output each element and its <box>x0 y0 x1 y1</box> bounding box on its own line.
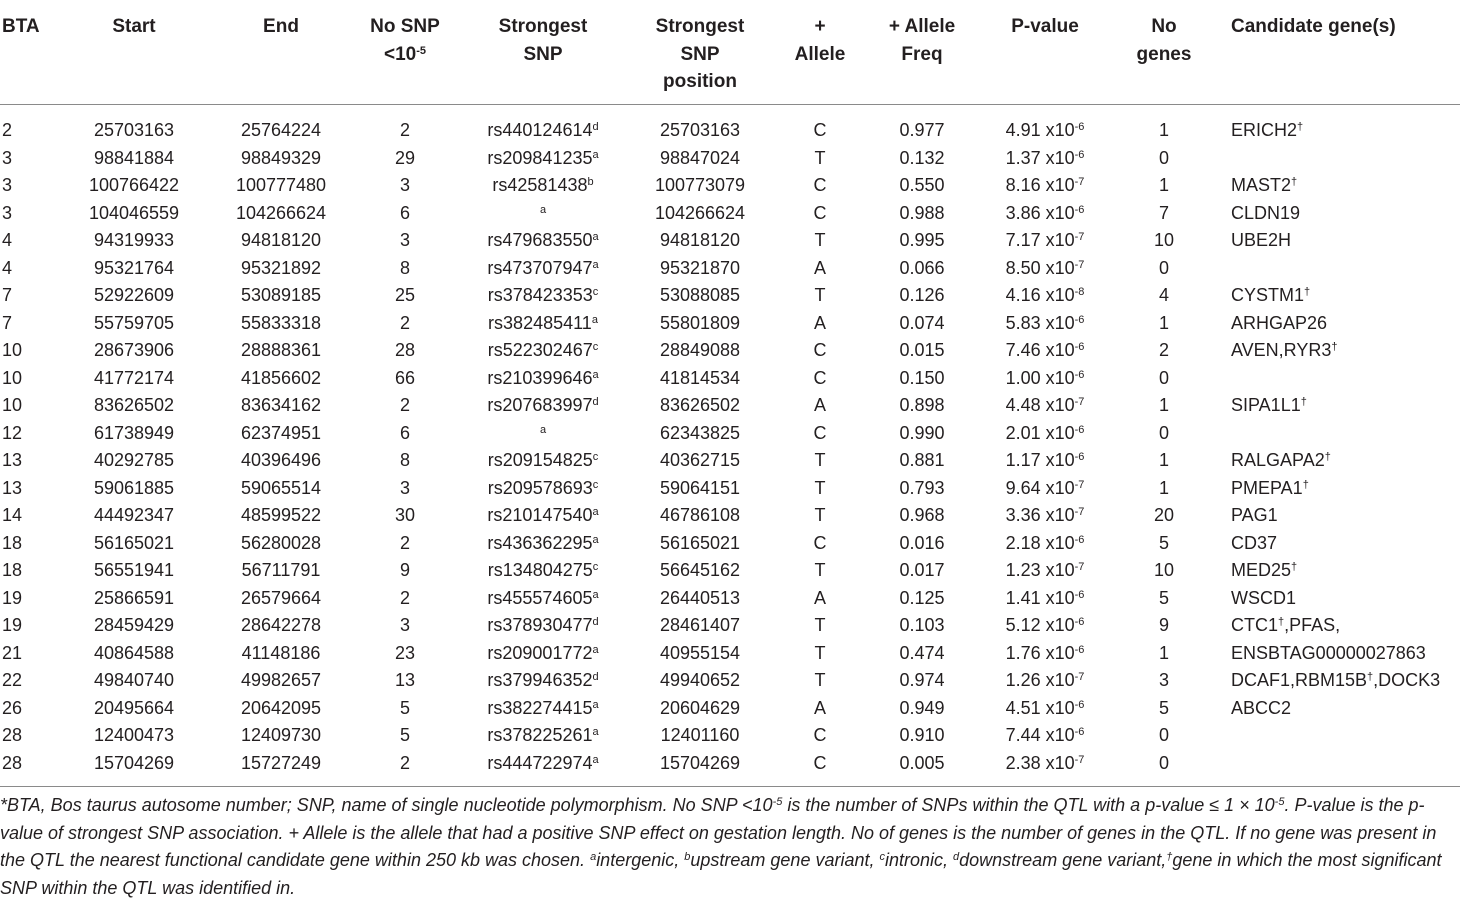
cell-no-snp: 29 <box>394 147 416 168</box>
table-row <box>0 667 1460 695</box>
cell-start: 44492347 <box>93 505 175 525</box>
cell-candidate-genes: AVEN,RYR3† <box>1231 340 1338 360</box>
cell-bta: 12 <box>2 422 23 443</box>
cell-no-snp: 8 <box>399 450 410 470</box>
cell-no-genes: 5 <box>1158 532 1169 553</box>
cell-no-snp: 2 <box>399 312 410 333</box>
cell-no-genes: 1 <box>1158 312 1169 333</box>
cell-end: 95321892 <box>240 257 322 278</box>
cell-allele-freq: 0.005 <box>899 752 945 773</box>
cell-bta: 14 <box>2 505 23 525</box>
cell-start: 52922609 <box>93 285 175 305</box>
cell-snp-position: 25703163 <box>659 120 741 140</box>
cell-end: 56280028 <box>240 532 322 553</box>
table-bottom-rule <box>0 786 1460 787</box>
cell-no-genes: 0 <box>1158 367 1169 388</box>
cell-strongest-snp: a <box>539 423 547 436</box>
cell-no-snp: 3 <box>399 230 410 250</box>
cell-strongest-snp: rs382485411$^a$ <box>488 312 598 333</box>
cell-allele-freq: 0.150 <box>899 367 945 388</box>
cell-start: 94319933 <box>93 230 175 250</box>
cell-end: 62374951 <box>240 422 322 443</box>
table-row <box>0 310 1460 338</box>
cell-end: 40396496 <box>240 450 322 470</box>
table-row <box>0 722 1460 750</box>
table-row <box>0 282 1460 310</box>
cell-snp-position: 26440513 <box>659 587 741 608</box>
cell-strongest-snp: rs134804275$^c$ <box>487 560 599 580</box>
cell-candidate-genes: ARHGAP26 <box>1231 312 1328 333</box>
cell-strongest-snp: rs440124614$^d$ <box>487 120 599 140</box>
table-row <box>0 475 1460 503</box>
cell-allele: C <box>813 202 827 223</box>
cell-snp-position: 59064151 <box>659 477 741 498</box>
cell-candidate-genes: PMEPA1† <box>1231 477 1309 498</box>
cell-strongest-snp: rs455574605$^a$ <box>487 587 599 608</box>
cell-allele-freq: 0.550 <box>899 175 945 195</box>
cell-snp-position: 28849088 <box>659 340 741 360</box>
cell-allele-freq: 0.103 <box>899 615 945 635</box>
cell-end: 98849329 <box>240 147 322 168</box>
cell-strongest-snp: rs379946352$^d$ <box>487 670 599 690</box>
cell-p-value: 1.23 $x10^{-7}$ <box>1005 560 1085 580</box>
header-no-snp: No SNP $<10^{-5}$ <box>370 16 440 65</box>
cell-no-snp: 66 <box>394 367 416 388</box>
table-row <box>0 255 1460 283</box>
table-row <box>0 145 1460 173</box>
cell-start: 12400473 <box>93 725 175 745</box>
cell-start: 20495664 <box>93 697 175 718</box>
cell-strongest-snp: rs436362295$^a$ <box>487 532 599 553</box>
table-row <box>0 392 1460 420</box>
cell-no-snp: 5 <box>399 725 410 745</box>
cell-start: 55759705 <box>93 312 175 333</box>
cell-bta: 3 <box>2 147 13 168</box>
cell-end: 28888361 <box>240 340 322 360</box>
cell-candidate-genes: MAST2† <box>1231 175 1298 195</box>
cell-end: 12409730 <box>240 725 322 745</box>
cell-candidate-genes: SIPA1L1† <box>1231 395 1307 415</box>
cell-allele: C <box>813 175 827 195</box>
cell-p-value: 3.86 $x10^{-6}$ <box>1005 202 1085 223</box>
header-allele-freq: + Allele Freq <box>888 16 956 65</box>
cell-bta: 19 <box>2 615 23 635</box>
cell-no-genes: 7 <box>1158 202 1169 223</box>
cell-snp-position: 28461407 <box>659 615 741 635</box>
cell-no-genes: 5 <box>1158 587 1169 608</box>
cell-allele-freq: 0.995 <box>899 230 945 250</box>
cell-bta: 18 <box>2 532 23 553</box>
cell-allele: T <box>814 615 826 635</box>
header-snp-position: Strongest SNP position <box>655 16 745 92</box>
cell-candidate-genes: ERICH2† <box>1231 120 1304 140</box>
header-p-value: P-value <box>1011 16 1079 37</box>
cell-start: 15704269 <box>93 752 175 773</box>
cell-p-value: 2.18 $x10^{-6}$ <box>1005 532 1085 553</box>
cell-allele-freq: 0.881 <box>899 450 945 470</box>
cell-p-value: 7.17 $x10^{-7}$ <box>1005 230 1085 250</box>
cell-snp-position: 20604629 <box>659 697 741 718</box>
cell-end: 15727249 <box>240 752 322 773</box>
table-body <box>0 117 1460 777</box>
cell-p-value: 5.83 $x10^{-6}$ <box>1005 312 1085 333</box>
cell-no-snp: 13 <box>394 670 416 690</box>
cell-start: 100766422 <box>88 175 180 195</box>
cell-no-snp: 2 <box>399 532 410 553</box>
cell-allele: T <box>814 560 826 580</box>
cell-end: 26579664 <box>240 587 322 608</box>
table-row <box>0 227 1460 255</box>
cell-snp-position: 56165021 <box>659 532 741 553</box>
table-row <box>0 530 1460 558</box>
cell-no-snp: 28 <box>394 340 416 360</box>
cell-no-snp: 2 <box>399 395 410 415</box>
cell-p-value: 4.91 $x10^{-6}$ <box>1005 120 1085 140</box>
cell-allele: T <box>814 230 826 250</box>
cell-allele: C <box>813 532 827 553</box>
cell-strongest-snp: rs210147540$^a$ <box>487 505 599 525</box>
table-row <box>0 365 1460 393</box>
cell-allele-freq: 0.017 <box>899 560 945 580</box>
cell-bta: 19 <box>2 587 23 608</box>
cell-bta: 22 <box>2 670 23 690</box>
cell-snp-position: 95321870 <box>659 257 741 278</box>
cell-end: 94818120 <box>240 230 322 250</box>
cell-no-snp: 3 <box>399 615 410 635</box>
cell-bta: 2 <box>2 120 13 140</box>
cell-candidate-genes: PAG1 <box>1231 505 1278 525</box>
cell-allele: T <box>814 477 826 498</box>
cell-no-genes: 1 <box>1158 642 1169 663</box>
cell-end: 41148186 <box>241 642 321 663</box>
cell-allele: T <box>814 147 826 168</box>
cell-allele: A <box>813 312 826 333</box>
cell-no-genes: 1 <box>1158 175 1169 195</box>
cell-allele-freq: 0.898 <box>899 395 945 415</box>
table-row <box>0 502 1460 530</box>
cell-no-genes: 1 <box>1158 450 1169 470</box>
cell-allele-freq: 0.125 <box>899 587 945 608</box>
table-row <box>0 200 1460 228</box>
cell-p-value: 2.01 $x10^{-6}$ <box>1005 422 1085 443</box>
cell-allele-freq: 0.066 <box>899 257 945 278</box>
table-row <box>0 337 1460 365</box>
cell-end: 55833318 <box>240 312 322 333</box>
cell-start: 95321764 <box>93 257 175 278</box>
cell-allele: C <box>813 752 827 773</box>
cell-p-value: 1.17 $x10^{-6}$ <box>1005 450 1085 470</box>
cell-end: 100777480 <box>235 175 327 195</box>
cell-start: 59061885 <box>93 477 175 498</box>
cell-bta: 7 <box>2 312 13 333</box>
table-footnote: *BTA, Bos taurus autosome number; SNP, name of single nucleotide polymorphism. No SNP $<10^{-5}$ is the number of SNPs within the QTL with a p-value ≤ $1 \times 10^{-5}$. P-value is the p-value of strongest SNP association. + Allele is the allele that had a positive SNP effect on gestation length. No of genes is the number of genes in the QTL. If no gene was present in the QTL the nearest functional candidate gene within 250 kb was chosen. $^a$intergenic, $^b$upstream gene variant, $^c$intronic, $^d$downstream gene variant,†gene in which the most significant SNP within the QTL was identified in. <box>0 795 1442 898</box>
cell-p-value: 1.26 $x10^{-7}$ <box>1005 670 1085 690</box>
cell-no-snp: 23 <box>394 642 416 663</box>
table-header-row <box>0 0 1460 105</box>
cell-no-snp: 3 <box>399 175 410 195</box>
cell-bta: 10 <box>2 367 23 388</box>
cell-allele-freq: 0.132 <box>899 147 945 168</box>
table-row <box>0 420 1460 448</box>
cell-p-value: 1.41 $x10^{-6}$ <box>1005 587 1085 608</box>
cell-end: 48599522 <box>240 505 322 525</box>
cell-no-genes: 20 <box>1153 505 1175 525</box>
cell-allele: C <box>813 367 827 388</box>
header-allele: + Allele <box>794 16 846 65</box>
cell-no-genes: 1 <box>1158 477 1169 498</box>
cell-bta: 4 <box>2 257 13 278</box>
cell-strongest-snp: rs209154825$^c$ <box>487 450 599 470</box>
cell-no-genes: 5 <box>1158 697 1169 718</box>
cell-snp-position: 41814534 <box>659 367 741 388</box>
cell-allele-freq: 0.474 <box>899 642 945 663</box>
cell-no-genes: 9 <box>1158 615 1169 635</box>
cell-end: 104266624 <box>235 202 327 223</box>
cell-bta: 10 <box>2 395 23 415</box>
cell-end: 28642278 <box>240 615 322 635</box>
cell-strongest-snp: rs378225261$^a$ <box>487 725 599 745</box>
cell-p-value: 2.38 $x10^{-7}$ <box>1005 752 1085 773</box>
cell-end: 41856602 <box>240 367 322 388</box>
cell-start: 28459429 <box>93 615 175 635</box>
table-row <box>0 557 1460 585</box>
cell-snp-position: 83626502 <box>659 395 741 415</box>
cell-end: 49982657 <box>240 670 322 690</box>
cell-snp-position: 94818120 <box>659 230 741 250</box>
cell-strongest-snp: rs209578693$^c$ <box>487 477 599 498</box>
cell-allele: T <box>814 505 826 525</box>
cell-candidate-genes: CTC1†,PFAS, <box>1231 615 1341 635</box>
header-start: Start <box>112 16 156 37</box>
cell-bta: 13 <box>2 477 23 498</box>
cell-strongest-snp: rs444722974$^a$ <box>487 752 599 773</box>
cell-start: 61738949 <box>93 422 175 443</box>
cell-strongest-snp: rs473707947$^a$ <box>487 257 599 278</box>
cell-start: 25866591 <box>93 587 175 608</box>
cell-allele: C <box>813 340 827 360</box>
cell-bta: 13 <box>2 450 23 470</box>
cell-p-value: 4.51 $x10^{-6}$ <box>1005 697 1085 718</box>
cell-p-value: 9.64 $x10^{-7}$ <box>1005 477 1085 498</box>
cell-candidate-genes: CYSTM1† <box>1231 285 1311 305</box>
header-strongest-snp: Strongest SNP <box>498 16 588 65</box>
cell-no-genes: 0 <box>1158 422 1169 443</box>
cell-snp-position: 46786108 <box>659 505 741 525</box>
cell-no-snp: 6 <box>399 422 410 443</box>
cell-allele: C <box>813 120 827 140</box>
cell-no-snp: 3 <box>399 477 410 498</box>
cell-bta: 4 <box>2 230 13 250</box>
cell-candidate-genes: WSCD1 <box>1231 587 1297 608</box>
cell-start: 28673906 <box>93 340 175 360</box>
cell-allele: A <box>813 257 826 278</box>
cell-no-genes: 0 <box>1158 147 1169 168</box>
cell-allele-freq: 0.949 <box>899 697 945 718</box>
cell-allele-freq: 0.016 <box>899 532 945 553</box>
cell-allele-freq: 0.015 <box>899 340 945 360</box>
cell-strongest-snp: rs378930477$^d$ <box>487 615 599 635</box>
cell-strongest-snp: rs522302467$^c$ <box>487 340 599 360</box>
table-row <box>0 640 1460 668</box>
cell-candidate-genes: DCAF1,RBM15B†,DOCK3 <box>1231 670 1441 690</box>
cell-no-genes: 10 <box>1153 560 1175 580</box>
cell-allele: A <box>813 395 826 415</box>
cell-p-value: 8.50 $x10^{-7}$ <box>1005 257 1085 278</box>
table-row <box>0 612 1460 640</box>
cell-start: 25703163 <box>93 120 175 140</box>
cell-end: 25764224 <box>240 120 322 140</box>
table-row <box>0 117 1460 145</box>
cell-bta: 28 <box>2 752 23 773</box>
table-row <box>0 447 1460 475</box>
cell-allele-freq: 0.968 <box>899 505 945 525</box>
cell-bta: 28 <box>2 725 23 745</box>
cell-p-value: 5.12 $x10^{-6}$ <box>1005 615 1085 635</box>
cell-strongest-snp: rs382274415$^a$ <box>487 697 599 718</box>
cell-p-value: 1.00 $x10^{-6}$ <box>1005 367 1085 388</box>
header-candidate-genes: Candidate gene(s) <box>1231 16 1396 37</box>
cell-p-value: 1.76 $x10^{-6}$ <box>1005 642 1085 663</box>
cell-snp-position: 53088085 <box>659 285 741 305</box>
cell-allele-freq: 0.074 <box>899 312 945 333</box>
cell-candidate-genes: ABCC2 <box>1231 697 1292 718</box>
cell-snp-position: 49940652 <box>659 670 741 690</box>
cell-candidate-genes: UBE2H <box>1231 230 1292 250</box>
cell-no-genes: 0 <box>1158 752 1169 773</box>
cell-snp-position: 98847024 <box>659 147 741 168</box>
cell-snp-position: 40362715 <box>659 450 741 470</box>
cell-no-genes: 10 <box>1153 230 1175 250</box>
cell-no-snp: 2 <box>399 752 410 773</box>
cell-no-genes: 3 <box>1158 670 1169 690</box>
cell-end: 83634162 <box>240 395 322 415</box>
cell-no-snp: 5 <box>399 697 410 718</box>
cell-candidate-genes: CLDN19 <box>1231 202 1301 223</box>
cell-start: 56551941 <box>93 560 175 580</box>
cell-strongest-snp: rs479683550$^a$ <box>487 230 599 250</box>
cell-strongest-snp: a <box>539 203 547 216</box>
cell-start: 41772174 <box>93 367 175 388</box>
cell-start: 98841884 <box>93 147 175 168</box>
cell-strongest-snp: rs209001772$^a$ <box>487 642 599 663</box>
cell-no-snp: 25 <box>394 285 416 305</box>
table-row <box>0 172 1460 200</box>
cell-end: 20642095 <box>240 697 322 718</box>
cell-allele-freq: 0.126 <box>899 285 945 305</box>
cell-allele-freq: 0.974 <box>899 670 945 690</box>
cell-no-snp: 8 <box>399 257 410 278</box>
header-no-genes: No genes <box>1136 16 1192 65</box>
cell-allele: A <box>813 587 826 608</box>
cell-bta: 18 <box>2 560 23 580</box>
cell-p-value: 7.44 $x10^{-6}$ <box>1005 725 1085 745</box>
cell-no-genes: 0 <box>1158 725 1169 745</box>
cell-no-snp: 9 <box>399 560 410 580</box>
cell-snp-position: 104266624 <box>654 202 746 223</box>
cell-no-genes: 1 <box>1158 395 1169 415</box>
cell-allele: C <box>813 725 827 745</box>
cell-allele-freq: 0.793 <box>899 477 945 498</box>
cell-bta: 21 <box>2 642 23 663</box>
cell-no-genes: 2 <box>1158 340 1169 360</box>
cell-no-snp: 30 <box>394 505 416 525</box>
cell-strongest-snp: rs42581438$^b$ <box>492 175 594 195</box>
cell-p-value: 7.46 $x10^{-6}$ <box>1005 340 1085 360</box>
cell-candidate-genes: RALGAPA2† <box>1231 450 1331 470</box>
cell-snp-position: 55801809 <box>659 312 741 333</box>
cell-start: 49840740 <box>93 670 175 690</box>
table-row <box>0 585 1460 613</box>
cell-no-genes: 4 <box>1158 285 1169 305</box>
cell-end: 53089185 <box>240 285 322 305</box>
cell-bta: 3 <box>2 175 13 195</box>
cell-no-snp: 2 <box>399 120 410 140</box>
cell-start: 40864588 <box>93 642 175 663</box>
cell-strongest-snp: rs207683997$^d$ <box>487 395 599 415</box>
cell-allele: T <box>814 285 826 305</box>
cell-strongest-snp: rs210399646$^a$ <box>487 367 599 388</box>
cell-snp-position: 100773079 <box>654 175 746 195</box>
cell-allele: T <box>814 450 826 470</box>
cell-p-value: 4.48 $x10^{-7}$ <box>1005 395 1085 415</box>
cell-p-value: 8.16 $x10^{-7}$ <box>1005 175 1085 195</box>
cell-bta: 26 <box>2 697 23 718</box>
cell-strongest-snp: rs378423353$^c$ <box>487 285 599 305</box>
cell-snp-position: 12401160 <box>660 725 740 745</box>
table-row <box>0 695 1460 723</box>
cell-p-value: 4.16 $x10^{-8}$ <box>1005 285 1085 305</box>
cell-allele-freq: 0.990 <box>899 422 945 443</box>
cell-snp-position: 62343825 <box>659 422 741 443</box>
cell-end: 59065514 <box>240 477 322 498</box>
cell-p-value: 1.37 $x10^{-6}$ <box>1005 147 1085 168</box>
cell-allele-freq: 0.910 <box>899 725 945 745</box>
cell-start: 56165021 <box>93 532 175 553</box>
cell-strongest-snp: rs209841235$^a$ <box>487 147 599 168</box>
table-row <box>0 750 1460 778</box>
cell-p-value: 3.36 $x10^{-7}$ <box>1005 505 1085 525</box>
cell-no-snp: 2 <box>399 587 410 608</box>
cell-snp-position: 56645162 <box>659 560 741 580</box>
cell-snp-position: 15704269 <box>659 752 741 773</box>
cell-snp-position: 40955154 <box>659 642 741 663</box>
cell-allele: C <box>813 422 827 443</box>
cell-start: 83626502 <box>93 395 175 415</box>
header-bta: BTA <box>2 16 40 37</box>
cell-allele-freq: 0.977 <box>899 120 945 140</box>
cell-allele: A <box>813 697 826 718</box>
cell-no-snp: 6 <box>399 202 410 223</box>
header-end: End <box>263 16 299 37</box>
cell-end: 56711791 <box>241 560 321 580</box>
cell-bta: 10 <box>2 340 23 360</box>
cell-allele: T <box>814 670 826 690</box>
cell-bta: 3 <box>2 202 13 223</box>
cell-no-genes: 1 <box>1158 120 1169 140</box>
cell-allele: T <box>814 642 826 663</box>
cell-no-genes: 0 <box>1158 257 1169 278</box>
cell-candidate-genes: ENSBTAG00000027863 <box>1231 642 1426 663</box>
cell-candidate-genes: MED25† <box>1231 560 1298 580</box>
cell-start: 40292785 <box>93 450 175 470</box>
cell-candidate-genes: CD37 <box>1231 532 1278 553</box>
cell-allele-freq: 0.988 <box>899 202 945 223</box>
cell-bta: 7 <box>2 285 13 305</box>
cell-start: 104046559 <box>88 202 180 223</box>
